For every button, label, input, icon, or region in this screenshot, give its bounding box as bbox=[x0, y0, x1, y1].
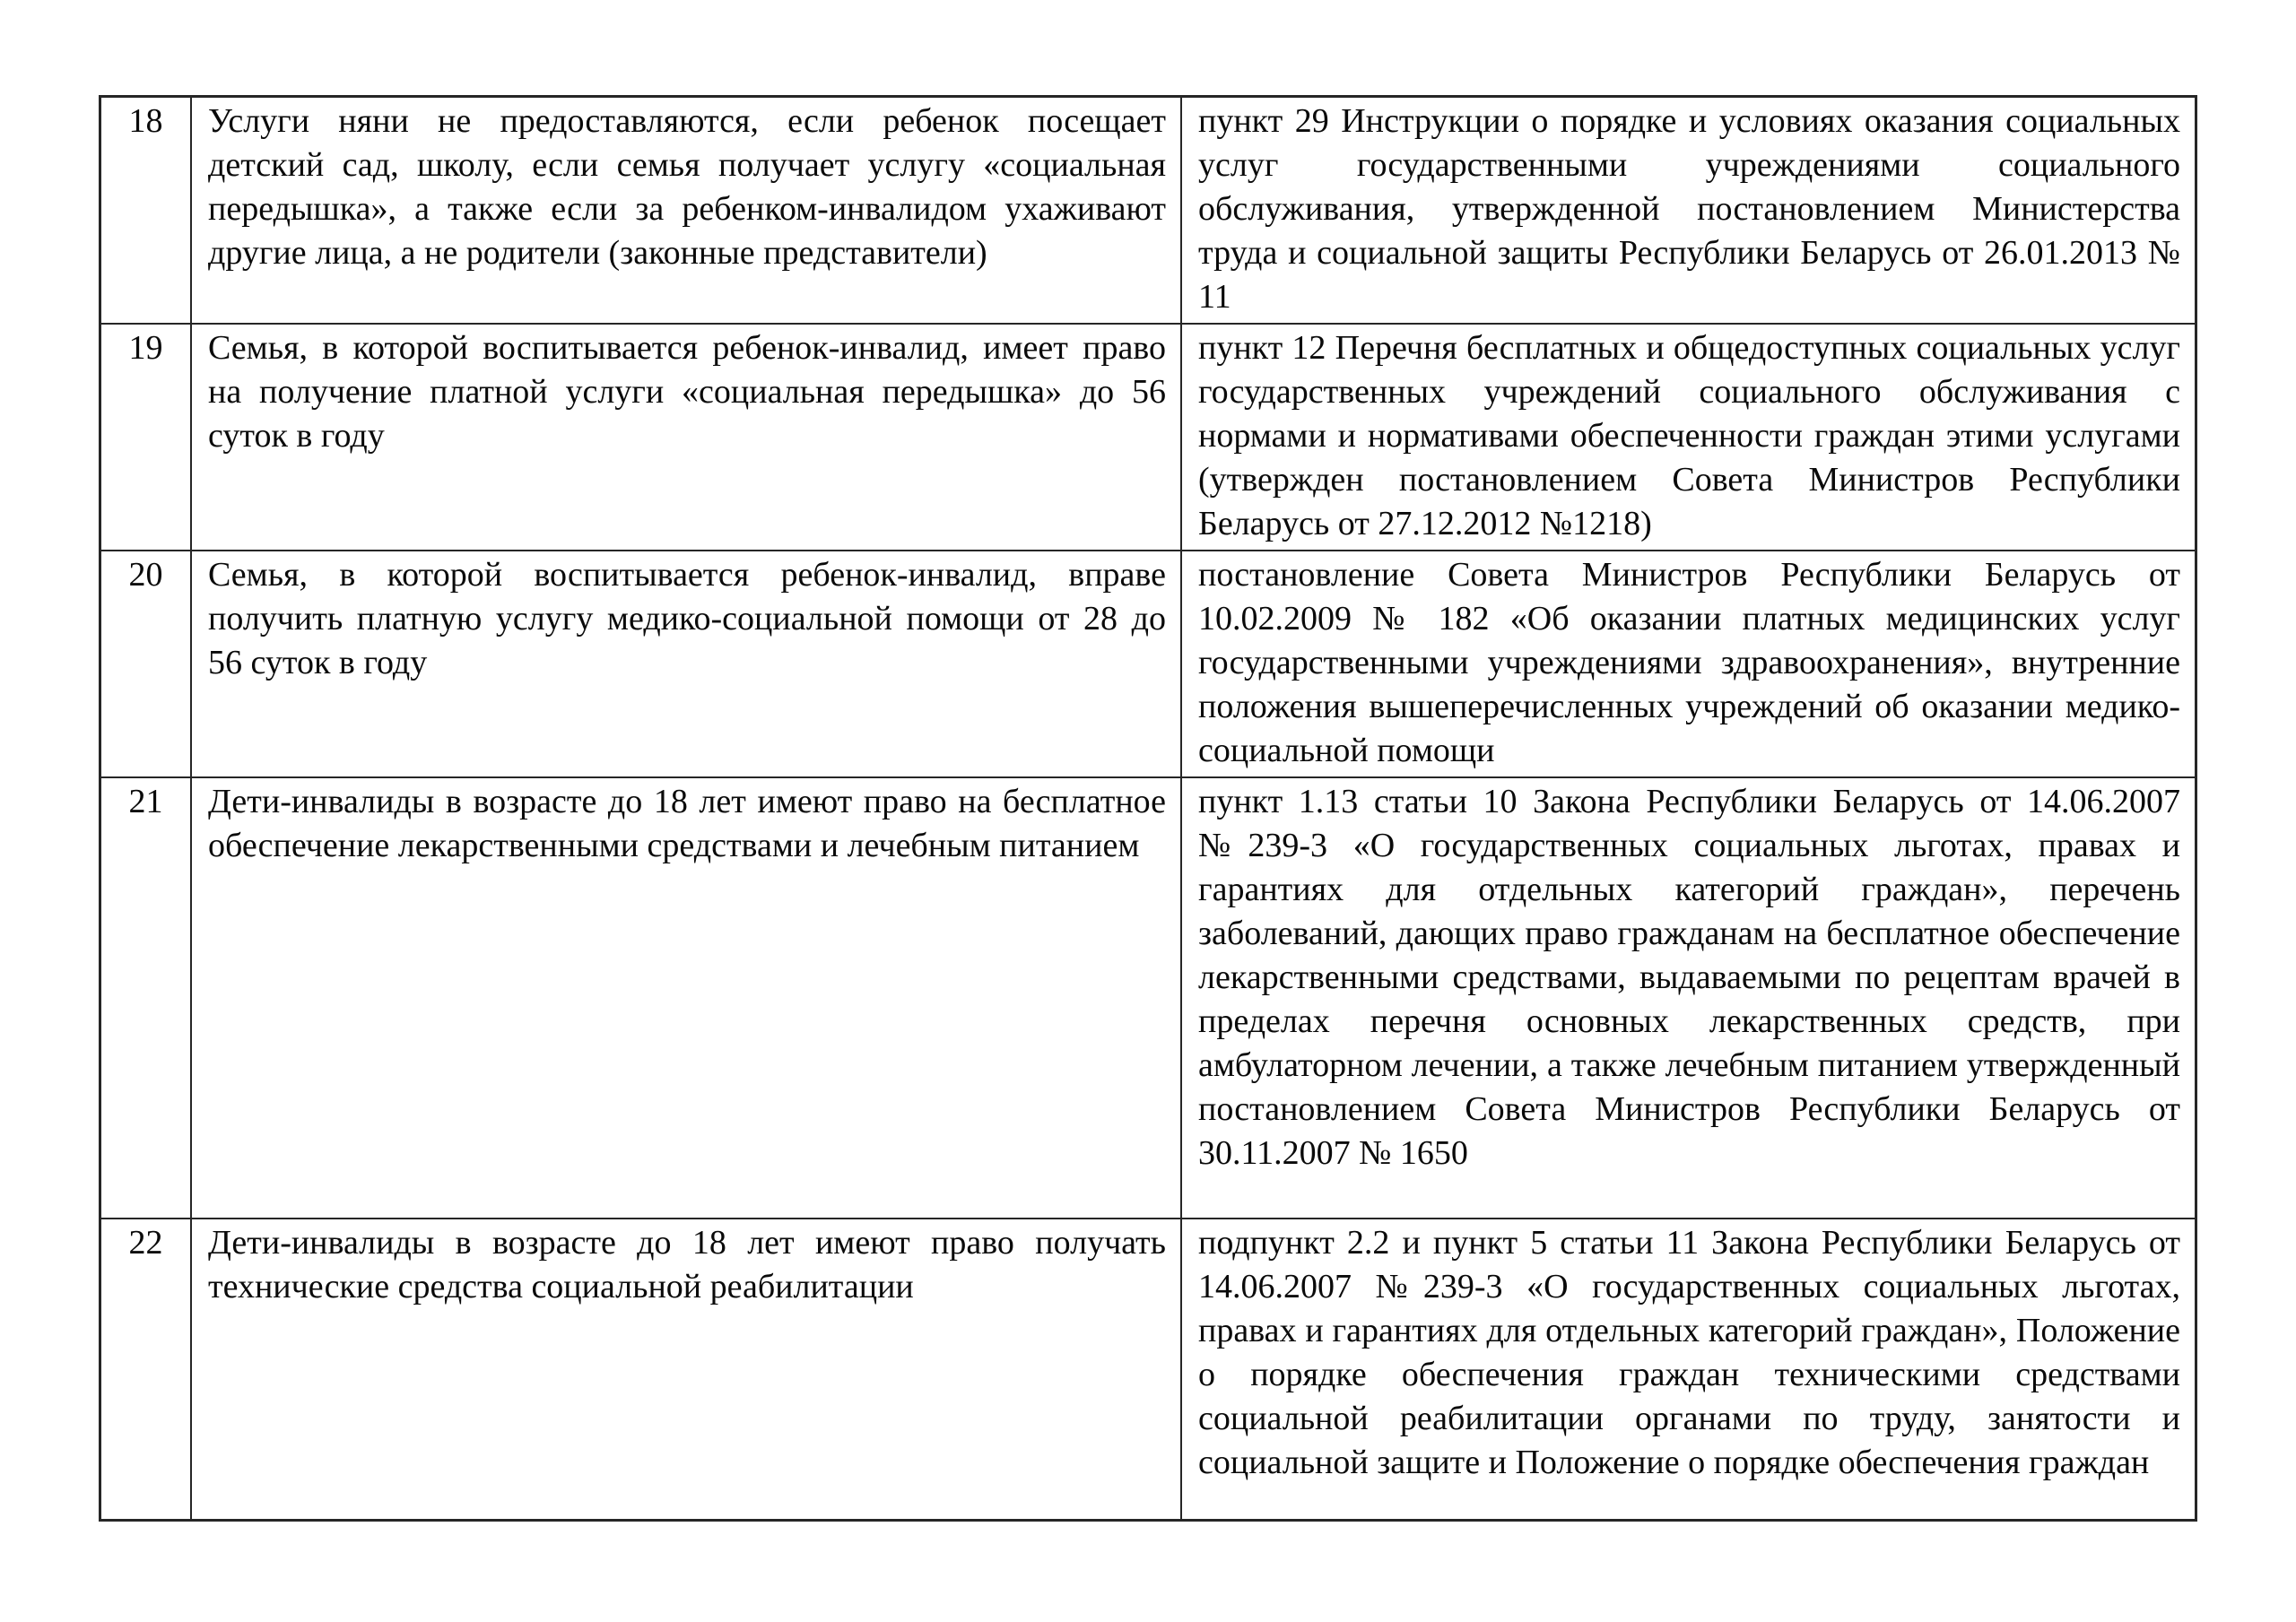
legal-basis-cell: пункт 1.13 статьи 10 Закона Республики Беларусь от 14.06.2007 №239-3 «О государственных социальных льготах, правах и гарантиях для отдельных категорий граждан», перечень заболеваний, дающих право гражданам на бесплатное обеспечение лекарственными средствами, выдаваемыми по рецептам врачей в пределах перечня основных лекарственных средств, при амбулаторном лечении, а также лечебным питанием утвержденный постановлением Совета Министров Республики Беларусь от 30.11.2007 № 1650 bbox=[1198, 783, 2180, 1172]
row-number-cell: 20 bbox=[101, 551, 192, 776]
row-number-cell: 18 bbox=[101, 98, 192, 323]
description-cell: Семья, в которой воспитывается ребенок-инвалид, имеет право на получение платной услуги «социальная передышка» до 56 суток в году bbox=[192, 325, 1182, 550]
table-row bbox=[101, 551, 2195, 778]
description-cell: Дети-инвалиды в возрасте до 18 лет имеют право получать технические средства социальной реабилитации bbox=[192, 1219, 1182, 1519]
legal-basis-cell: подпункт 2.2 и пункт 5 статьи 11 Закона Республики Беларусь от 14.06.2007 №239-3 «О государственных социальных льготах, правах и гарантиях для отдельных категорий граждан», Положение о порядке обеспечения граждан техническими средствами социальной реабилитации органами по труду, занятости и социальной защите и Положение о порядке обеспечения граждан bbox=[1198, 1224, 2180, 1481]
legal-basis-cell: постановление Совета Министров Республики Беларусь от 10.02.2009 № 182 «Об оказании платных медицинских услуг государственными учреждениями здравоохранения», внутренние положения вышеперечисленных учреждений об оказании медико-социальной помощи bbox=[1198, 556, 2180, 769]
row-number-cell: 22 bbox=[101, 1219, 192, 1519]
legal-basis-cell: пункт 29 Инструкции о порядке и условиях оказания социальных услуг государственными учреждениями социального обслуживания, утвержденной постановлением Министерства труда и социальной защиты Республики Беларусь от 26.01.2013 № 11 bbox=[1198, 102, 2180, 316]
legal-rights-table bbox=[99, 95, 2197, 1522]
table-row bbox=[101, 1219, 2195, 1519]
table-row bbox=[101, 98, 2195, 325]
legal-basis-cell: пункт 12 Перечня бесплатных и общедоступных социальных услуг государственных учреждений социального обслуживания с нормами и нормативами обеспеченности граждан этими услугами (утвержден постановлением Совета Министров Республики Беларусь от 27.12.2012 №1218) bbox=[1198, 329, 2180, 542]
description-cell: Семья, в которой воспитывается ребенок-инвалид, вправе получить платную услугу медико-социальной помощи от 28 до 56 суток в году bbox=[192, 551, 1182, 776]
table-row bbox=[101, 325, 2195, 551]
row-number-cell: 21 bbox=[101, 778, 192, 1218]
description-cell: Услуги няни не предоставляются, если ребенок посещает детский сад, школу, если семья получает услугу «социальная передышка», а также если за ребенком-инвалидом ухаживают другие лица, а не родители (законные представители) bbox=[192, 98, 1182, 323]
table-row bbox=[101, 778, 2195, 1219]
description-cell: Дети-инвалиды в возрасте до 18 лет имеют право на бесплатное обеспечение лекарственными средствами и лечебным питанием bbox=[192, 778, 1182, 1218]
row-number-cell: 19 bbox=[101, 325, 192, 550]
